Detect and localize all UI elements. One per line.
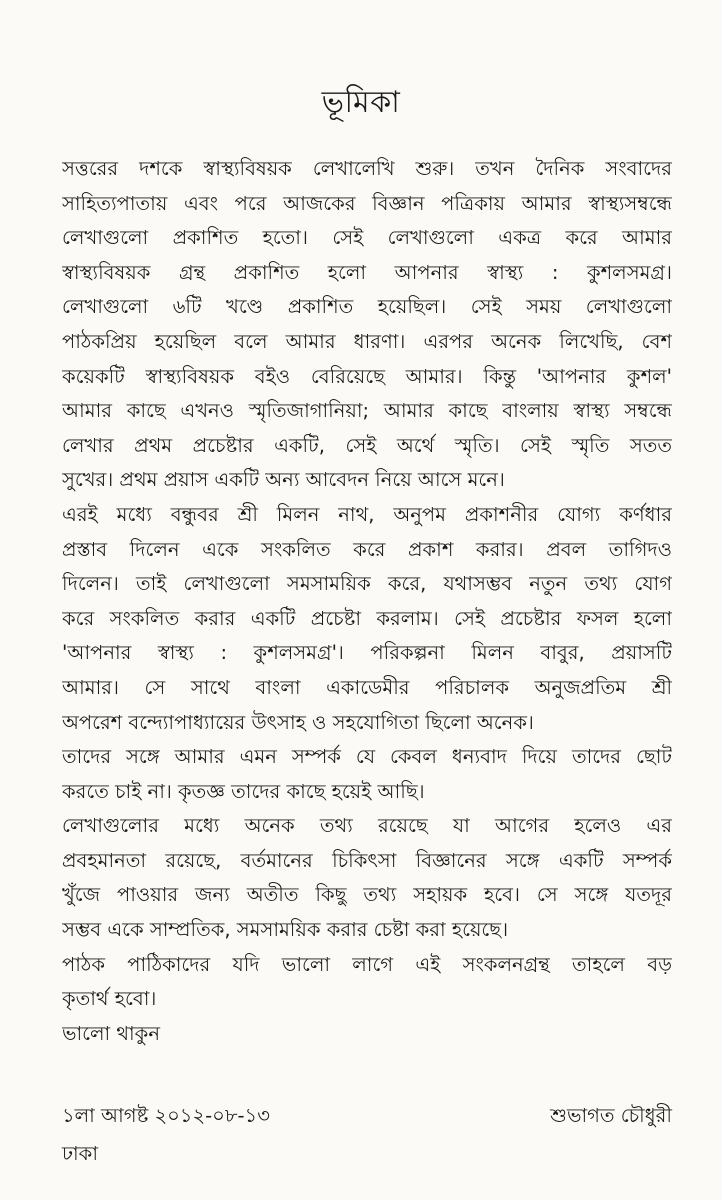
text-line: সম্ভব একে সাম্প্রতিক, সমসাময়িক করার চেষ্টা করা হয়েছে।	[62, 918, 509, 942]
text-line: লেখার প্রথম প্রচেষ্টার একটি, সেই অর্থে স্মৃতি। সেই স্মৃতি সতত	[62, 433, 672, 457]
text-line: অপরেশ বন্দ্যোপাধ্যায়ের উৎসাহ ও সহযোগিতা ছিলো অনেক।	[62, 710, 534, 734]
text-line: কৃতার্থ হবো।	[62, 987, 157, 1011]
text-line: লেখাগুলো ৬টি খণ্ডে প্রকাশিত হয়েছিল। সেই সময় লেখাগুলো	[62, 295, 672, 319]
text-line: লেখাগুলো প্রকাশিত হতো। সেই লেখাগুলো একত্র করে আমার	[62, 226, 672, 250]
text-line: প্রস্তাব দিলেন একে সংকলিত করে প্রকাশ করার। প্রবল তাগিদও	[62, 537, 672, 561]
text-line: স্বাস্থ্যবিষয়ক গ্রন্থ প্রকাশিত হলো আপনার স্বাস্থ্য : কুশলসমগ্র।	[62, 260, 672, 284]
text-line: সাহিত্যপাতায় এবং পরে আজকের বিজ্ঞান পত্রিকায় আমার স্বাস্থ্যসম্বন্ধে	[62, 191, 672, 215]
date-text: ১লা আগষ্ট ২০১২-০৮-১৩	[62, 1104, 270, 1127]
signature-row	[62, 1102, 672, 1134]
page-title: ভূমিকা	[321, 85, 401, 120]
text-line: এরই মধ্যে বন্ধুবর শ্রী মিলন নাথ, অনুপম প্রকাশনীর যোগ্য কর্ণধার	[62, 502, 672, 526]
text-line: পাঠকপ্রিয় হয়েছিল বলে আমার ধারণা। এরপর অনেক লিখেছি, বেশ	[62, 329, 672, 353]
text-line: দিলেন। তাই লেখাগুলো সমসাময়িক করে, যথাসম্ভব নতুন তথ্য যোগ	[62, 572, 672, 596]
author-name: শুভাগত চৌধুরী	[550, 1104, 672, 1127]
text-line: কয়েকটি স্বাস্থ্যবিষয়ক বইও বেরিয়েছে আমার। কিন্তু 'আপনার কুশল'	[62, 364, 672, 388]
text-line: 'আপনার স্বাস্থ্য : কুশলসমগ্র'। পরিকল্পনা মিলন বাবুর, প্রয়াসটি	[62, 641, 672, 665]
text-line: ভালো থাকুন	[62, 1021, 160, 1045]
text-line: আমার কাছে এখনও স্মৃতিজাগানিয়া; আমার কাছে বাংলায় স্বাস্থ্য সম্বন্ধে	[62, 399, 672, 423]
text-line: পাঠক পাঠিকাদের যদি ভালো লাগে এই সংকলনগ্রন্থ তাহলে বড়	[62, 952, 672, 976]
place-text: ঢাকা	[62, 1142, 98, 1165]
text-line: সুখের। প্রথম প্রয়াস একটি অন্য আবেদন নিয়ে আসে মনে।	[62, 468, 505, 492]
text-line: সত্তরের দশকে স্বাস্থ্যবিষয়ক লেখালেখি শুরু। তখন দৈনিক সংবাদের	[62, 157, 672, 180]
preface-body	[62, 152, 672, 1051]
text-line: করে সংকলিত করার একটি প্রচেষ্টা করলাম। সেই প্রচেষ্টার ফসল হলো	[62, 606, 672, 630]
text-line: প্রবহমানতা রয়েছে, বর্তমানের চিকিৎসা বিজ্ঞানের সঙ্গে একটি সম্পর্ক	[62, 848, 672, 872]
text-line: খুঁজে পাওয়ার জন্য অতীত কিছু তথ্য সহায়ক হবে। সে সঙ্গে যতদূর	[62, 883, 672, 907]
text-line: তাদের সঙ্গে আমার এমন সম্পর্ক যে কেবল ধন্যবাদ দিয়ে তাদের ছোট	[62, 745, 672, 769]
text-line: করতে চাই না। কৃতজ্ঞ তাদের কাছে হয়েই আছি।	[62, 779, 425, 803]
text-line: আমার। সে সাথে বাংলা একাডেমীর পরিচালক অনুজপ্রতিম শ্রী	[62, 675, 672, 699]
text-line: লেখাগুলোর মধ্যে অনেক তথ্য রয়েছে যা আগের হলেও এর	[62, 814, 672, 838]
